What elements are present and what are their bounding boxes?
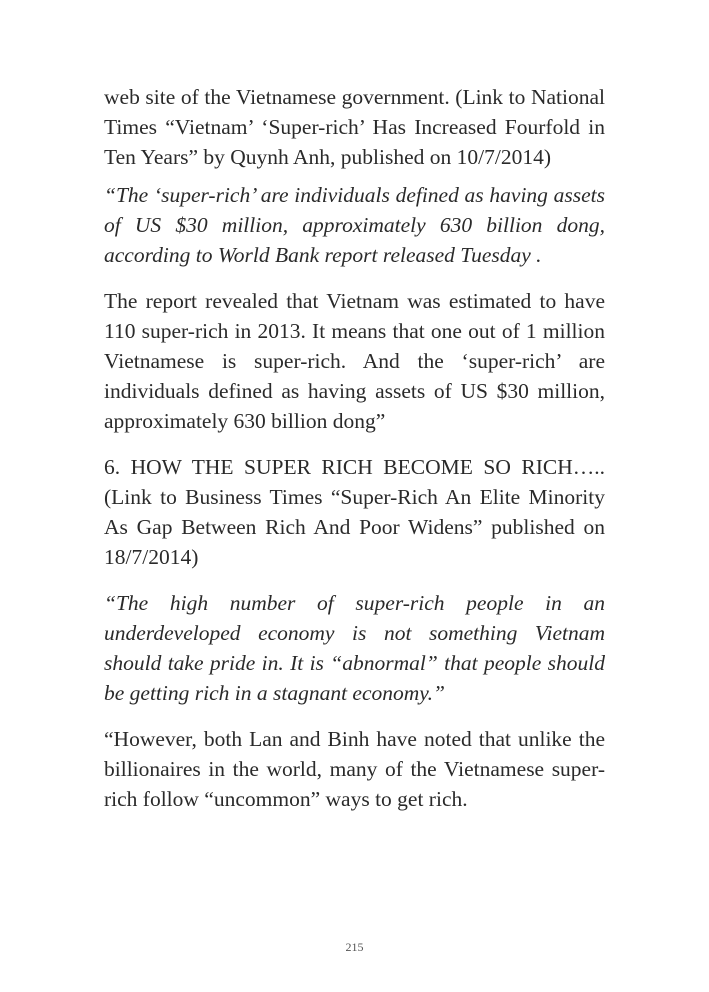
paragraph-government-website: web site of the Vietnamese government. (Link to National Times “Vietnam’ ‘Super-rich’ Has Increased Fourfold in Ten Years” by Quynh Anh, published on 10/7/2014) [104,85,605,169]
paragraph-lan-and-binh: “However, both Lan and Binh have noted that unlike the billionaires in the world, many of the Vietnamese super-rich follow “uncommon” ways to get rich. [104,727,605,811]
page-body [104,82,605,814]
page-number: 215 [345,940,364,954]
paragraph-report-revealed: The report revealed that Vietnam was estimated to have 110 super-rich in 2013. It means that one out of 1 million Vietnamese is super-rich. And the ‘super-rich’ are individuals defined as having assets of US $30 million, approximately 630 billion dong” [104,289,605,433]
quote-abnormal-economy: “The high number of super-rich people in an underdeveloped economy is not something Vietnam should take pride in. It is “abnormal” that people should be getting rich in a stagnant economy.” [104,591,605,705]
quote-super-rich-definition: “The ‘super-rich’ are individuals defined as having assets of US $30 million, approximately 630 billion dong, according to World Bank report released Tuesday . [104,183,605,267]
section-heading-how-super-rich: 6. HOW THE SUPER RICH BECOME SO RICH….. (Link to Business Times “Super-Rich An Elite Minority As Gap Between Rich And Poor Widens” published on 18/7/2014) [104,455,605,569]
